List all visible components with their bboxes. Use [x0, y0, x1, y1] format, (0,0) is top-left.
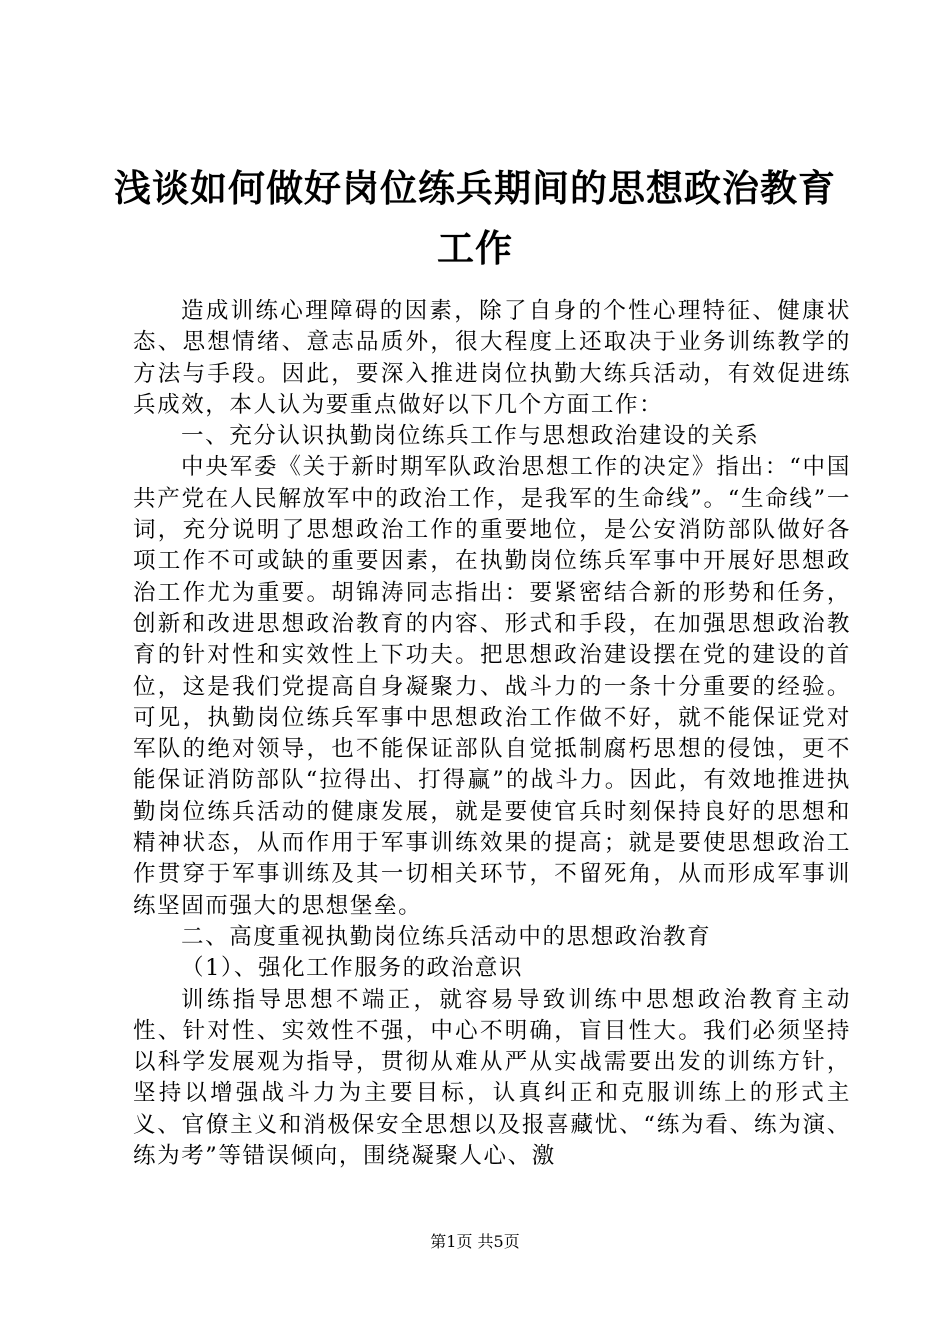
- document-body: [133, 296, 851, 1172]
- section-heading-2: 二、高度重视执勤岗位练兵活动中的思想政治教育: [181, 923, 712, 950]
- paragraph-subsection-1: 训练指导思想不端正，就容易导致训练中思想政治教育主动性、针对性、实效性不强，中心不明确，盲目性大。我们必须坚持以科学发展观为指导，贯彻从难从严从实战需要出发的训练方针，坚持以增强战斗力为主要目标，认真纠正和克服训练上的形式主义、官僚主义和消极保安全思想以及报喜藏忧、“练为看、练为演、练为考”等错误倾向，围绕凝聚人心、激: [133, 986, 851, 1170]
- paragraph-section-1: 中央军委《关于新时期军队政治思想工作的决定》指出：“中国共产党在人民解放军中的政治工作，是我军的生命线”。“生命线”一词，充分说明了思想政治工作的重要地位，是公安消防部队做好各项工作不可或缺的重要因素，在执勤岗位练兵军事中开展好思想政治工作尤为重要。胡锦涛同志指出：要紧密结合新的形势和任务，创新和改进思想政治教育的内容、形式和手段，在加强思想政治教育的针对性和实效性上下功夫。把思想政治建设摆在党的建设的首位，这是我们党提高自身凝聚力、战斗力的一条十分重要的经验。可见，执勤岗位练兵军事中思想政治工作做不好，就不能保证党对军队的绝对领导，也不能保证部队自觉抵制腐朽思想的侵蚀，更不能保证消防部队“拉得出、打得赢”的战斗力。因此，有效地推进执勤岗位练兵活动的健康发展，就是要使官兵时刻保持良好的思想和精神状态，从而作用于军事训练效果的提高；就是要使思想政治工作贯穿于军事训练及其一切相关环节，不留死角，从而形成军事训练坚固而强大的思想堡垒。: [133, 454, 851, 919]
- section-heading-1: 一、充分认识执勤岗位练兵工作与思想政治建设的关系: [181, 423, 760, 450]
- page-footer: 第1页 共5页: [430, 1232, 520, 1251]
- paragraph-intro: 造成训练心理障碍的因素，除了自身的个性心理特征、健康状态、思想情绪、意志品质外，很大程度上还取决于业务训练教学的方法与手段。因此，要深入推进岗位执勤大练兵活动，有效促进练兵成效，本人认为要重点做好以下几个方面工作：: [133, 298, 851, 418]
- document-title: 浅谈如何做好岗位练兵期间的思想政治教育工作: [114, 166, 836, 270]
- subsection-heading-1: （1）、强化工作服务的政治意识: [181, 955, 524, 982]
